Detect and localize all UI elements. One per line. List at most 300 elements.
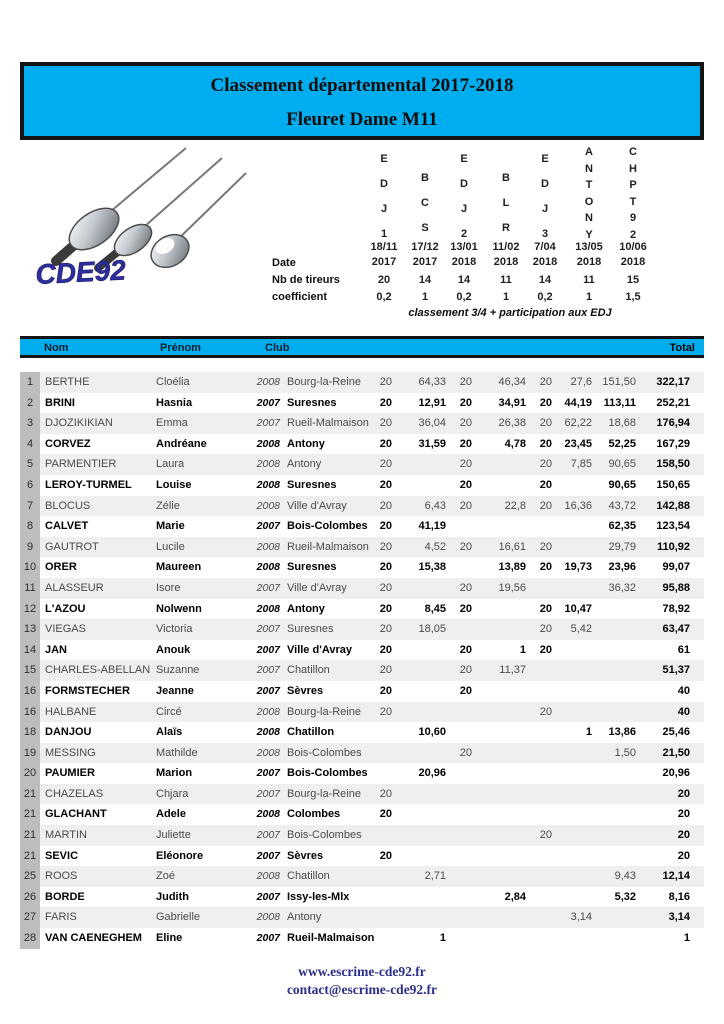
page-subtitle: Fleuret Dame M11	[286, 109, 438, 130]
annee-cell: 2007	[256, 890, 280, 903]
page-title: Classement départemental 2017-2018	[210, 75, 514, 96]
score-blr-cell	[474, 702, 528, 723]
score-antony-cell	[554, 681, 594, 702]
total-cell: 8,16	[668, 890, 690, 903]
annee-cell: 2007	[256, 767, 280, 780]
rank-cell: 2	[20, 393, 40, 414]
score-edj1-cell: 20	[379, 643, 392, 656]
event-date: 13/05 2018	[575, 241, 603, 268]
club-cell: Chatillon	[287, 870, 330, 883]
annee-cell: 2007	[256, 664, 280, 677]
score-edj1-cell	[352, 743, 394, 764]
score-blr-cell	[474, 722, 528, 743]
score-blr-cell: 19,56	[498, 581, 526, 594]
score-blr-cell	[474, 475, 528, 496]
rank-cell: 1	[20, 372, 40, 393]
score-edj3-cell: 20	[539, 623, 552, 636]
score-chpt92-cell	[594, 599, 638, 620]
score-edj2-cell: 20	[459, 684, 472, 697]
table-row	[20, 496, 704, 517]
event-coefficient: 1	[502, 291, 510, 303]
score-bcs-cell: 8,45	[424, 602, 446, 615]
nom-cell: ROOS	[45, 870, 78, 883]
score-edj1-cell: 20	[379, 623, 392, 636]
score-antony-cell	[554, 516, 594, 537]
score-edj2-cell	[448, 907, 474, 928]
score-antony-cell: 5,42	[570, 623, 592, 636]
score-chpt92-cell	[594, 784, 638, 805]
score-edj3-cell: 20	[539, 396, 552, 409]
prenom-cell: Gabrielle	[156, 911, 201, 924]
rank-cell: 16	[20, 702, 40, 723]
title-banner	[20, 62, 704, 140]
total-cell: 150,65	[656, 478, 690, 491]
score-edj3-cell: 20	[539, 705, 552, 718]
score-blr-cell: 22,8	[504, 499, 526, 512]
score-antony-cell	[554, 866, 594, 887]
score-edj1-cell	[352, 887, 394, 908]
table-row	[20, 454, 704, 475]
score-edj3-cell	[528, 928, 554, 949]
event-tireurs: 20	[377, 274, 391, 286]
table-row	[20, 619, 704, 640]
score-blr-cell: 2,84	[504, 890, 526, 903]
annee-cell: 2007	[256, 581, 280, 594]
annee-cell: 2008	[256, 808, 280, 821]
score-edj3-cell: 20	[539, 561, 552, 574]
annee-cell: 2007	[256, 787, 280, 800]
score-bcs-cell	[394, 887, 448, 908]
nom-cell: SEVIC	[45, 849, 79, 862]
prenom-cell: Laura	[156, 458, 185, 471]
event-coefficient: 0,2	[537, 291, 553, 303]
score-bcs-cell: 20,96	[418, 767, 446, 780]
total-cell: 252,21	[656, 396, 690, 409]
score-chpt92-cell: 18,68	[608, 417, 636, 430]
total-cell: 110,92	[656, 540, 690, 553]
score-edj2-cell: 20	[459, 376, 472, 388]
club-cell: Antony	[287, 911, 322, 924]
prenom-cell: Lucile	[156, 540, 185, 553]
score-edj3-cell: 20	[539, 437, 552, 450]
prenom-cell: Emma	[156, 417, 188, 430]
total-cell: 167,29	[656, 437, 690, 450]
score-edj3-cell: 20	[539, 643, 552, 656]
score-edj3-cell: 20	[539, 478, 552, 491]
score-edj3-cell	[528, 804, 554, 825]
nom-cell: BRINI	[45, 396, 75, 409]
score-antony-cell: 7,85	[570, 458, 592, 471]
score-edj1-cell	[352, 928, 394, 949]
total-cell: 40	[677, 705, 690, 718]
score-edj1-cell: 20	[379, 664, 392, 677]
nom-cell: FORMSTECHER	[45, 684, 130, 697]
score-blr-cell	[474, 784, 528, 805]
event-date: 7/04 2018	[532, 241, 558, 268]
logo-text: CDE92	[34, 254, 127, 290]
nom-cell: CORVEZ	[45, 437, 91, 450]
table-row	[20, 928, 704, 949]
score-edj2-cell: 20	[459, 396, 472, 409]
prenom-cell: Eline	[156, 932, 183, 945]
ranking-note: classement 3/4 + participation aux EDJ	[408, 307, 612, 319]
score-antony-cell: 1	[585, 726, 592, 739]
annee-cell: 2008	[256, 458, 280, 471]
table-row	[20, 825, 704, 846]
score-bcs-cell	[394, 825, 448, 846]
score-edj2-cell	[448, 557, 474, 578]
score-bcs-cell	[394, 578, 448, 599]
event-column-edj-1: E D J 1	[380, 153, 388, 240]
score-bcs-cell: 6,43	[424, 499, 446, 512]
rank-cell: 5	[20, 454, 40, 475]
annee-cell: 2008	[256, 870, 280, 883]
table-row	[20, 681, 704, 702]
score-blr-cell: 16,61	[498, 540, 526, 553]
nom-cell: FARIS	[45, 911, 77, 924]
nom-cell: DANJOU	[45, 726, 92, 739]
score-chpt92-cell: 23,96	[608, 561, 636, 574]
annee-cell: 2008	[256, 437, 280, 450]
score-bcs-cell	[394, 640, 448, 661]
event-coefficient: 0,2	[376, 291, 392, 303]
annee-cell: 2008	[256, 705, 280, 718]
score-bcs-cell: 10,60	[418, 726, 446, 739]
score-edj3-cell: 20	[539, 458, 552, 471]
score-chpt92-cell	[594, 804, 638, 825]
score-edj3-cell: 20	[539, 376, 552, 388]
nom-cell: CALVET	[45, 520, 89, 533]
score-antony-cell	[554, 660, 594, 681]
club-cell: Sèvres	[287, 849, 324, 862]
rank-cell: 20	[20, 763, 40, 784]
score-edj3-cell	[528, 763, 554, 784]
prenom-cell: Louise	[156, 478, 192, 491]
score-bcs-cell: 31,59	[418, 437, 446, 450]
score-bcs-cell: 18,05	[418, 623, 446, 636]
club-cell: Issy-les-Mlx	[287, 890, 350, 903]
rank-cell: 4	[20, 434, 40, 455]
prenom-cell: Hasnia	[156, 396, 193, 409]
score-chpt92-cell	[594, 619, 638, 640]
total-cell: 20,96	[662, 767, 690, 780]
club-cell: Ville d'Avray	[287, 643, 352, 656]
score-bcs-cell: 15,38	[418, 561, 446, 574]
annee-cell: 2007	[256, 932, 280, 945]
event-tireurs: 15	[626, 274, 640, 286]
event-coefficient: 1	[585, 291, 593, 303]
club-cell: Antony	[287, 602, 325, 615]
score-chpt92-cell: 29,79	[608, 540, 636, 553]
score-chpt92-cell: 1,50	[614, 746, 636, 759]
score-edj3-cell	[528, 681, 554, 702]
total-cell: 95,88	[662, 581, 690, 594]
nom-cell: CHAZELAS	[45, 787, 104, 800]
club-cell: Bois-Colombes	[287, 520, 368, 533]
nom-cell: MARTIN	[45, 829, 87, 842]
score-edj2-cell: 20	[459, 458, 472, 471]
annee-cell: 2008	[256, 602, 280, 615]
score-bcs-cell	[394, 475, 448, 496]
score-antony-cell: 16,36	[564, 499, 592, 512]
total-cell: 158,50	[656, 458, 690, 471]
score-chpt92-cell	[594, 907, 638, 928]
score-chpt92-cell	[594, 660, 638, 681]
rank-cell: 12	[20, 599, 40, 620]
score-edj2-cell: 20	[459, 643, 472, 656]
prenom-cell: Adele	[156, 808, 186, 821]
total-cell: 1	[683, 932, 690, 945]
score-antony-cell	[554, 887, 594, 908]
annee-cell: 2008	[256, 911, 280, 924]
score-antony-cell	[554, 763, 594, 784]
fencing-swords-icon	[30, 146, 250, 294]
prenom-cell: Chjara	[156, 787, 189, 800]
total-cell: 40	[677, 684, 690, 697]
score-edj2-cell	[448, 887, 474, 908]
score-bcs-cell	[394, 907, 448, 928]
rank-cell: 25	[20, 866, 40, 887]
score-bcs-cell	[394, 454, 448, 475]
annee-cell: 2007	[256, 643, 280, 656]
table-row	[20, 557, 704, 578]
event-tireurs: 14	[418, 274, 432, 286]
score-bcs-cell: 4,52	[424, 540, 446, 553]
score-antony-cell	[554, 825, 594, 846]
prenom-cell: Zélie	[156, 499, 180, 512]
score-chpt92-cell: 90,65	[608, 458, 636, 471]
club-cell: Suresnes	[287, 396, 337, 409]
club-cell: Rueil-Malmaison	[287, 932, 375, 945]
table-row	[20, 763, 704, 784]
score-edj3-cell: 20	[539, 540, 552, 553]
score-antony-cell	[554, 846, 594, 867]
total-cell: 63,47	[662, 623, 690, 636]
score-bcs-cell: 1	[439, 932, 446, 945]
score-chpt92-cell: 13,86	[608, 726, 636, 739]
total-cell: 20	[677, 808, 690, 821]
score-bcs-cell	[394, 681, 448, 702]
col-header-club: Club	[265, 342, 290, 354]
club-cell: Rueil-Malmaison	[287, 417, 369, 430]
website-link[interactable]: www.escrime-cde92.fr	[298, 964, 426, 979]
club-cell: Bois-Colombes	[287, 767, 368, 780]
total-cell: 25,46	[662, 726, 690, 739]
score-blr-cell: 11,37	[499, 664, 526, 677]
score-antony-cell: 10,47	[564, 602, 592, 615]
score-antony-cell	[554, 640, 594, 661]
score-edj1-cell: 20	[379, 458, 392, 471]
event-column-blr: B L R	[502, 172, 510, 234]
score-bcs-cell	[394, 804, 448, 825]
score-antony-cell: 19,73	[564, 561, 592, 574]
prenom-cell: Circé	[156, 705, 182, 718]
table-row	[20, 578, 704, 599]
score-edj2-cell: 20	[459, 437, 472, 450]
score-edj2-cell: 20	[459, 602, 472, 615]
rank-cell: 26	[20, 887, 40, 908]
rank-cell: 3	[20, 413, 40, 434]
table-row	[20, 722, 704, 743]
event-tireurs: 14	[538, 274, 552, 286]
score-edj1-cell: 20	[379, 478, 392, 491]
score-edj3-cell	[528, 660, 554, 681]
annee-cell: 2007	[256, 829, 280, 842]
club-cell: Ville d'Avray	[287, 581, 347, 594]
nom-cell: DJOZIKIKIAN	[45, 417, 113, 430]
score-antony-cell	[554, 784, 594, 805]
prenom-cell: Maureen	[156, 561, 202, 574]
prenom-cell: Suzanne	[156, 664, 200, 677]
score-edj1-cell	[352, 763, 394, 784]
table-row	[20, 907, 704, 928]
total-cell: 3,14	[668, 911, 690, 924]
score-blr-cell	[474, 681, 528, 702]
score-chpt92-cell	[594, 928, 638, 949]
score-bcs-cell	[394, 702, 448, 723]
table-row	[20, 640, 704, 661]
score-blr-cell: 26,38	[498, 417, 526, 430]
date-label: Date	[272, 257, 296, 269]
score-edj1-cell: 20	[379, 520, 392, 533]
rank-cell: 9	[20, 537, 40, 558]
score-edj2-cell: 20	[459, 417, 472, 430]
score-blr-cell	[474, 825, 528, 846]
table-row	[20, 475, 704, 496]
event-date: 17/12 2017	[411, 241, 439, 268]
score-antony-cell: 44,19	[564, 396, 592, 409]
rank-cell: 19	[20, 743, 40, 764]
score-blr-cell	[474, 866, 528, 887]
event-tireurs: 14	[457, 274, 471, 286]
score-edj3-cell	[528, 722, 554, 743]
annee-cell: 2008	[256, 561, 280, 574]
prenom-cell: Isore	[156, 581, 181, 594]
score-blr-cell	[474, 907, 528, 928]
rank-cell: 16	[20, 681, 40, 702]
score-edj2-cell: 20	[459, 664, 472, 677]
rank-cell: 13	[20, 619, 40, 640]
score-edj2-cell	[448, 763, 474, 784]
score-chpt92-cell	[594, 681, 638, 702]
score-antony-cell	[554, 743, 594, 764]
club-cell: Suresnes	[287, 561, 337, 574]
score-bcs-cell: 12,91	[418, 396, 446, 409]
nom-cell: PAUMIER	[45, 767, 95, 780]
prenom-cell: Victoria	[156, 623, 193, 636]
table-row	[20, 393, 704, 414]
annee-cell: 2007	[256, 520, 280, 533]
score-chpt92-cell	[594, 702, 638, 723]
score-blr-cell	[474, 846, 528, 867]
score-blr-cell	[474, 454, 528, 475]
table-row	[20, 413, 704, 434]
score-edj2-cell: 20	[459, 540, 472, 553]
score-blr-cell: 34,91	[498, 396, 526, 409]
score-chpt92-cell: 5,32	[614, 890, 636, 903]
score-antony-cell	[554, 537, 594, 558]
score-bcs-cell: 36,04	[418, 417, 446, 430]
score-edj3-cell	[528, 866, 554, 887]
score-chpt92-cell: 90,65	[608, 478, 636, 491]
score-edj3-cell: 20	[539, 602, 552, 615]
prenom-cell: Marion	[156, 767, 193, 780]
score-chpt92-cell	[594, 825, 638, 846]
prenom-cell: Mathilde	[156, 746, 198, 759]
prenom-cell: Judith	[156, 890, 189, 903]
score-antony-cell	[554, 928, 594, 949]
annee-cell: 2008	[256, 376, 280, 388]
annee-cell: 2008	[256, 540, 280, 553]
nom-cell: VAN CAENEGHEM	[45, 932, 142, 945]
total-cell: 99,07	[662, 561, 690, 574]
event-coefficient: 1	[421, 291, 429, 303]
table-header	[20, 336, 704, 358]
score-edj1-cell	[352, 866, 394, 887]
score-edj2-cell	[448, 702, 474, 723]
club-cell: Bois-Colombes	[287, 746, 362, 759]
prenom-cell: Juliette	[156, 829, 191, 842]
col-header-prenom: Prénom	[160, 342, 201, 354]
club-cell: Bourg-la-Reine	[287, 376, 361, 388]
score-edj2-cell	[448, 804, 474, 825]
score-edj3-cell: 20	[539, 417, 552, 430]
nom-cell: HALBANE	[45, 705, 97, 718]
club-cell: Ville d'Avray	[287, 499, 347, 512]
score-edj1-cell: 20	[379, 376, 392, 388]
score-antony-cell: 27,6	[570, 376, 592, 388]
score-edj1-cell: 20	[379, 787, 392, 800]
score-antony-cell	[554, 702, 594, 723]
club-cell: Sèvres	[287, 684, 324, 697]
score-blr-cell: 46,34	[498, 376, 526, 388]
table-row	[20, 372, 704, 393]
score-edj1-cell: 20	[379, 396, 392, 409]
annee-cell: 2008	[256, 499, 280, 512]
event-tireurs: 11	[500, 274, 512, 286]
score-edj2-cell: 20	[459, 478, 472, 491]
score-blr-cell	[474, 516, 528, 537]
score-edj2-cell: 20	[459, 499, 472, 512]
score-edj1-cell: 20	[379, 540, 392, 553]
score-chpt92-cell: 52,25	[608, 437, 636, 450]
total-cell: 21,50	[662, 746, 690, 759]
score-edj1-cell: 20	[379, 561, 392, 574]
score-blr-cell	[474, 928, 528, 949]
score-chpt92-cell: 151,50	[602, 376, 636, 388]
score-edj2-cell	[448, 516, 474, 537]
table-row	[20, 599, 704, 620]
prenom-cell: Zoé	[156, 870, 175, 883]
score-chpt92-cell: 43,72	[608, 499, 636, 512]
nom-cell: CHARLES-ABELLAN	[45, 664, 151, 677]
club-cell: Antony	[287, 437, 325, 450]
annee-cell: 2007	[256, 684, 280, 697]
score-edj3-cell	[528, 743, 554, 764]
rank-cell: 21	[20, 804, 40, 825]
nom-cell: BORDE	[45, 890, 85, 903]
prenom-cell: Cloélia	[156, 376, 190, 388]
annee-cell: 2008	[256, 726, 280, 739]
total-cell: 176,94	[656, 417, 690, 430]
score-chpt92-cell	[594, 640, 638, 661]
score-blr-cell: 13,89	[498, 561, 526, 574]
score-blr-cell	[474, 599, 528, 620]
total-cell: 78,92	[662, 602, 690, 615]
email-link[interactable]: contact@escrime-cde92.fr	[286, 982, 438, 997]
table-row	[20, 846, 704, 867]
score-bcs-cell	[394, 784, 448, 805]
